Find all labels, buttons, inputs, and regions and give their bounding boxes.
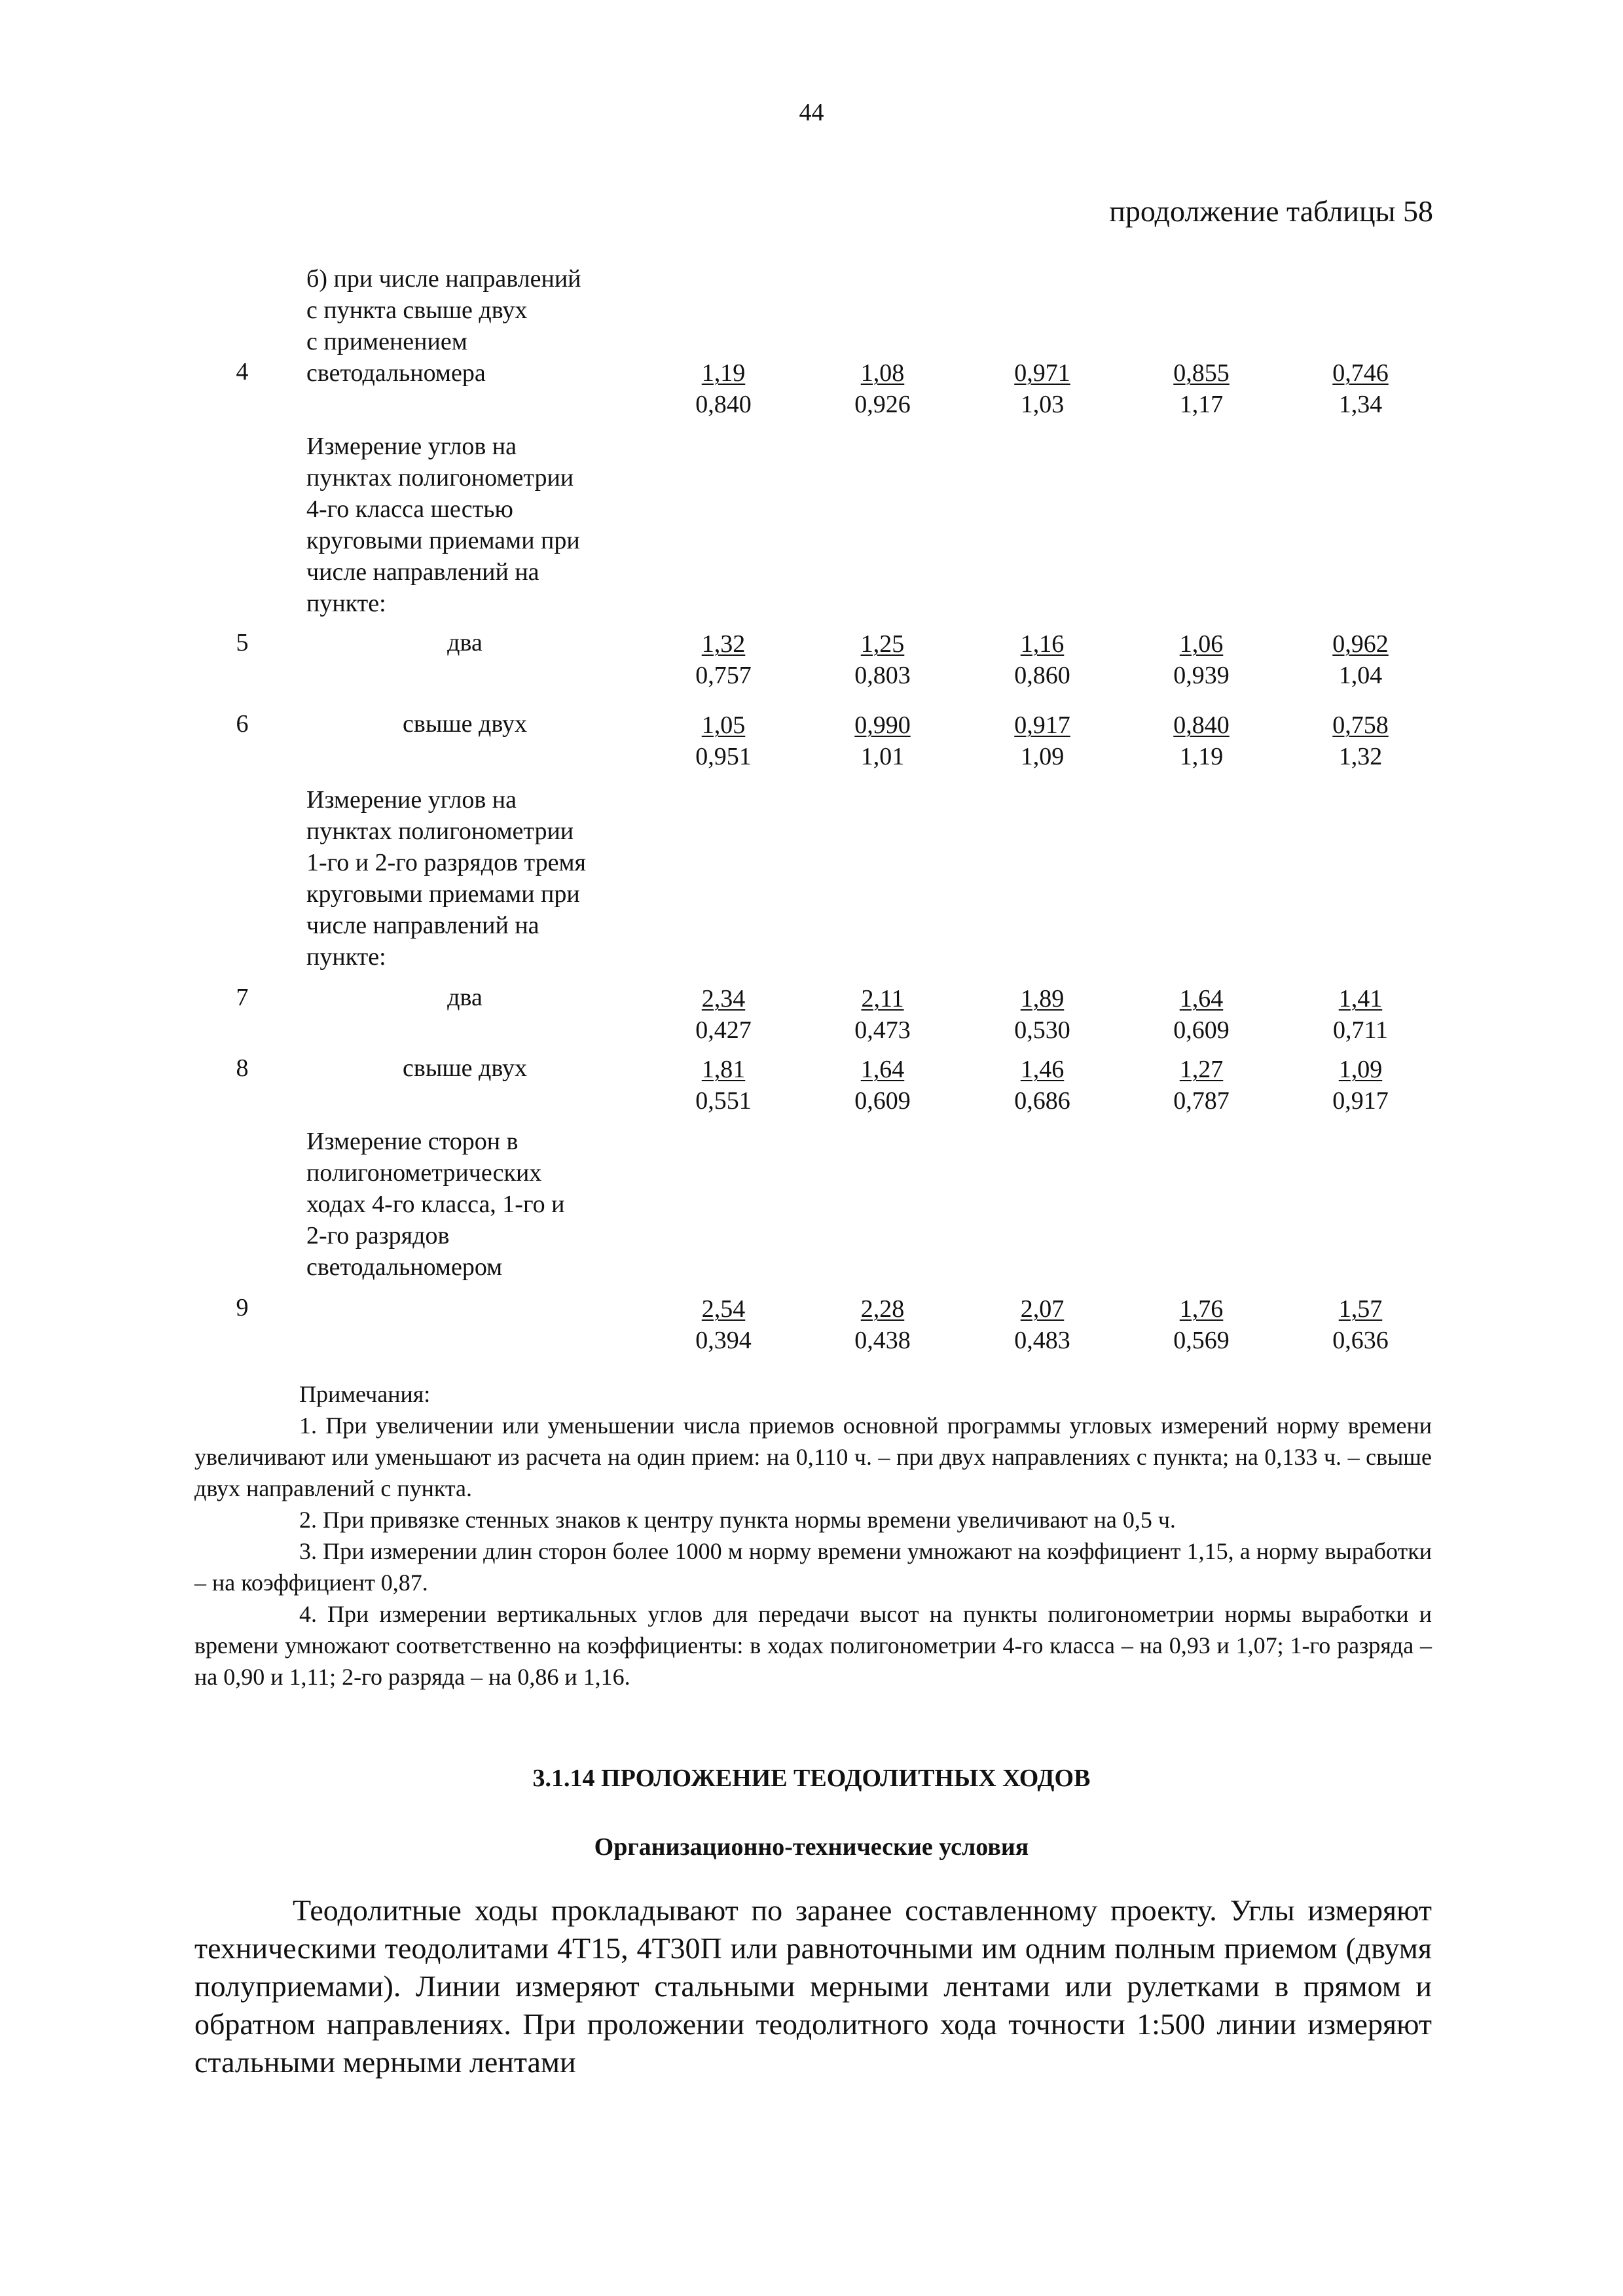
- cell-numerator: 2,11: [861, 985, 904, 1013]
- cell-denominator: 1,04: [1338, 662, 1383, 689]
- cell-numerator: 2,34: [701, 985, 746, 1013]
- page-number: 44: [799, 99, 824, 126]
- description-line: 1-го и 2-го разрядов тремя: [306, 849, 587, 876]
- table-cell: [671, 709, 776, 772]
- description-line: пунктах полигонометрии: [306, 817, 574, 845]
- cell-denominator: 0,860: [1014, 662, 1070, 689]
- table-cell: [830, 1054, 935, 1117]
- cell-numerator: 1,25: [860, 630, 905, 658]
- row-number: 8: [236, 1054, 249, 1082]
- table-cell: [1149, 1293, 1254, 1356]
- note-item: 1. При увеличении или уменьшении числа приемов основной программы угловых измерений норму времени увеличивают или уменьшают из расчета на один прием: на 0,110 ч. – при двух направлениях с пункта; на 0,133 ч. – свыше двух направлений с пункта.: [194, 1412, 1432, 1501]
- table-cell: [830, 628, 935, 691]
- table-description-block: [306, 1126, 647, 1283]
- table-cell: [1149, 709, 1254, 772]
- table-cell: [830, 1293, 935, 1356]
- row-subcase-label: свыше двух: [403, 1054, 527, 1082]
- cell-denominator: 0,394: [695, 1327, 752, 1354]
- table-cell: [671, 357, 776, 420]
- row-subcase-label: два: [447, 629, 483, 656]
- table-notes: [194, 1378, 1432, 1693]
- cell-denominator: 0,939: [1173, 662, 1230, 689]
- cell-denominator: 0,530: [1014, 1016, 1070, 1044]
- cell-numerator: 1,09: [1338, 1056, 1383, 1083]
- cell-numerator: 1,64: [1179, 985, 1224, 1013]
- description-line: пункте:: [306, 943, 386, 971]
- table-cell: [1308, 1054, 1413, 1117]
- cell-numerator: 1,27: [1179, 1056, 1224, 1083]
- cell-numerator: 0,990: [854, 711, 911, 739]
- note-item: 2. При привязке стенных знаков к центру пункта нормы времени увеличивают на 0,5 ч.: [299, 1507, 1176, 1533]
- cell-numerator: 1,41: [1338, 985, 1383, 1013]
- row-number: 4: [236, 358, 249, 386]
- cell-denominator: 1,17: [1179, 391, 1224, 418]
- table-cell: [990, 709, 1095, 772]
- table-cell: [1149, 1054, 1254, 1117]
- cell-numerator: 1,06: [1179, 630, 1224, 658]
- cell-denominator: 0,438: [854, 1327, 911, 1354]
- section-heading: 3.1.14 ПРОЛОЖЕНИЕ ТЕОДОЛИТНЫХ ХОДОВ: [532, 1765, 1091, 1792]
- description-line: б) при числе направлений: [306, 265, 581, 293]
- row-number: 5: [236, 629, 249, 656]
- notes-title: Примечания:: [299, 1381, 431, 1407]
- cell-denominator: 1,09: [1020, 743, 1065, 770]
- cell-numerator: 1,32: [701, 630, 746, 658]
- cell-numerator: 1,19: [701, 359, 746, 387]
- table-cell: [671, 1054, 776, 1117]
- table-cell: [1308, 983, 1413, 1046]
- description-line: светодальномером: [306, 1253, 503, 1281]
- cell-denominator: 1,03: [1020, 391, 1065, 418]
- row-number: 6: [236, 710, 249, 738]
- cell-denominator: 0,609: [854, 1087, 911, 1115]
- cell-denominator: 0,427: [695, 1016, 752, 1044]
- description-line: Измерение углов на: [306, 433, 517, 460]
- cell-numerator: 1,76: [1179, 1295, 1224, 1323]
- row-number: 7: [236, 984, 249, 1011]
- cell-numerator: 0,917: [1014, 711, 1070, 739]
- cell-numerator: 1,05: [701, 711, 746, 739]
- description-line: с пункта свыше двух: [306, 296, 528, 324]
- table-cell: [1149, 357, 1254, 420]
- cell-denominator: 0,636: [1332, 1327, 1389, 1354]
- table-cell: [1308, 709, 1413, 772]
- cell-numerator: 1,57: [1338, 1295, 1383, 1323]
- table-cell: [671, 628, 776, 691]
- table-description-block: [306, 263, 647, 389]
- table-cell: [990, 628, 1095, 691]
- cell-denominator: 0,926: [854, 391, 911, 418]
- table-cell: [990, 1054, 1095, 1117]
- body-paragraph: Теодолитные ходы прокладывают по заранее составленному проекту. Углы измеряют техническими теодолитами 4Т15, 4Т30П или равноточными им одним полным приемом (двумя полуприемами). Линии измеряют стальными мерными лентами или рулетками в прямом и обратном направлениях. При проложении теодолитного хода точности 1:500 линии измеряют стальными мерными лентами: [194, 1893, 1432, 2079]
- cell-denominator: 0,803: [854, 662, 911, 689]
- cell-numerator: 1,89: [1020, 985, 1065, 1013]
- table-cell: [830, 709, 935, 772]
- cell-denominator: 1,19: [1179, 743, 1224, 770]
- cell-denominator: 0,569: [1173, 1327, 1230, 1354]
- cell-numerator: 0,962: [1332, 630, 1389, 658]
- description-line: числе направлений на: [306, 912, 539, 939]
- description-line: с применением: [306, 328, 467, 355]
- cell-denominator: 0,917: [1332, 1087, 1389, 1115]
- table-cell: [830, 983, 935, 1046]
- table-cell: [1149, 628, 1254, 691]
- subsection-heading: Организационно-технические условия: [594, 1833, 1029, 1861]
- cell-denominator: 0,551: [695, 1087, 752, 1115]
- table-cell: [990, 983, 1095, 1046]
- description-line: 2-го разрядов: [306, 1222, 450, 1249]
- note-item: 4. При измерении вертикальных углов для передачи высот на пункты полигонометрии нормы выработки и времени умножают соответственно на коэффициенты: в ходах полигонометрии 4-го класса – на 0,93 и 1,07; 1-го разряда – на 0,90 и 1,11; 2-го разряда – на 0,86 и 1,16.: [194, 1601, 1432, 1690]
- table-cell: [830, 357, 935, 420]
- cell-numerator: 0,840: [1173, 711, 1230, 739]
- table-cell: [1308, 357, 1413, 420]
- cell-numerator: 2,28: [860, 1295, 905, 1323]
- cell-numerator: 0,855: [1173, 359, 1230, 387]
- row-subcase-label: два: [447, 984, 483, 1011]
- table-cell: [990, 1293, 1095, 1356]
- cell-numerator: 2,07: [1020, 1295, 1065, 1323]
- description-line: светодальномера: [306, 359, 486, 387]
- cell-numerator: 1,81: [701, 1056, 746, 1083]
- cell-denominator: 0,757: [695, 662, 752, 689]
- table-cell: [990, 357, 1095, 420]
- cell-numerator: 0,758: [1332, 711, 1389, 739]
- description-line: Измерение сторон в: [306, 1128, 519, 1155]
- row-number: 9: [236, 1294, 249, 1321]
- cell-denominator: 0,473: [854, 1016, 911, 1044]
- cell-denominator: 0,711: [1332, 1016, 1389, 1044]
- table-description-block: [306, 784, 647, 973]
- cell-denominator: 0,840: [695, 391, 752, 418]
- description-line: пункте:: [306, 590, 386, 617]
- table-cell: [671, 1293, 776, 1356]
- description-line: Измерение углов на: [306, 786, 517, 814]
- cell-numerator: 1,64: [860, 1056, 905, 1083]
- cell-denominator: 1,01: [860, 743, 905, 770]
- table-description-block: [306, 431, 647, 619]
- description-line: круговыми приемами при: [306, 527, 580, 554]
- description-line: числе направлений на: [306, 558, 539, 586]
- cell-denominator: 0,686: [1014, 1087, 1070, 1115]
- table-cell: [1308, 1293, 1413, 1356]
- cell-denominator: 0,609: [1173, 1016, 1230, 1044]
- cell-denominator: 1,34: [1338, 391, 1383, 418]
- note-item: 3. При измерении длин сторон более 1000 м норму времени умножают на коэффициент 1,15, а норму выработки – на коэффициент 0,87.: [194, 1538, 1432, 1596]
- cell-numerator: 2,54: [701, 1295, 746, 1323]
- description-line: пунктах полигонометрии: [306, 464, 574, 492]
- cell-numerator: 1,46: [1020, 1056, 1065, 1083]
- cell-numerator: 0,746: [1332, 359, 1389, 387]
- description-line: полигонометрических: [306, 1159, 542, 1187]
- row-subcase-label: свыше двух: [403, 710, 527, 738]
- cell-numerator: 1,08: [860, 359, 905, 387]
- description-line: ходах 4-го класса, 1-го и: [306, 1191, 565, 1218]
- table-cell: [1149, 983, 1254, 1046]
- table-continuation-label: продолжение таблицы 58: [1109, 194, 1433, 228]
- cell-denominator: 0,787: [1173, 1087, 1230, 1115]
- cell-denominator: 1,32: [1338, 743, 1383, 770]
- table-cell: [1308, 628, 1413, 691]
- description-line: круговыми приемами при: [306, 880, 580, 908]
- description-line: 4-го класса шестью: [306, 495, 513, 523]
- cell-denominator: 0,951: [695, 743, 752, 770]
- cell-numerator: 1,16: [1020, 630, 1065, 658]
- table-cell: [671, 983, 776, 1046]
- cell-denominator: 0,483: [1014, 1327, 1070, 1354]
- cell-numerator: 0,971: [1014, 359, 1070, 387]
